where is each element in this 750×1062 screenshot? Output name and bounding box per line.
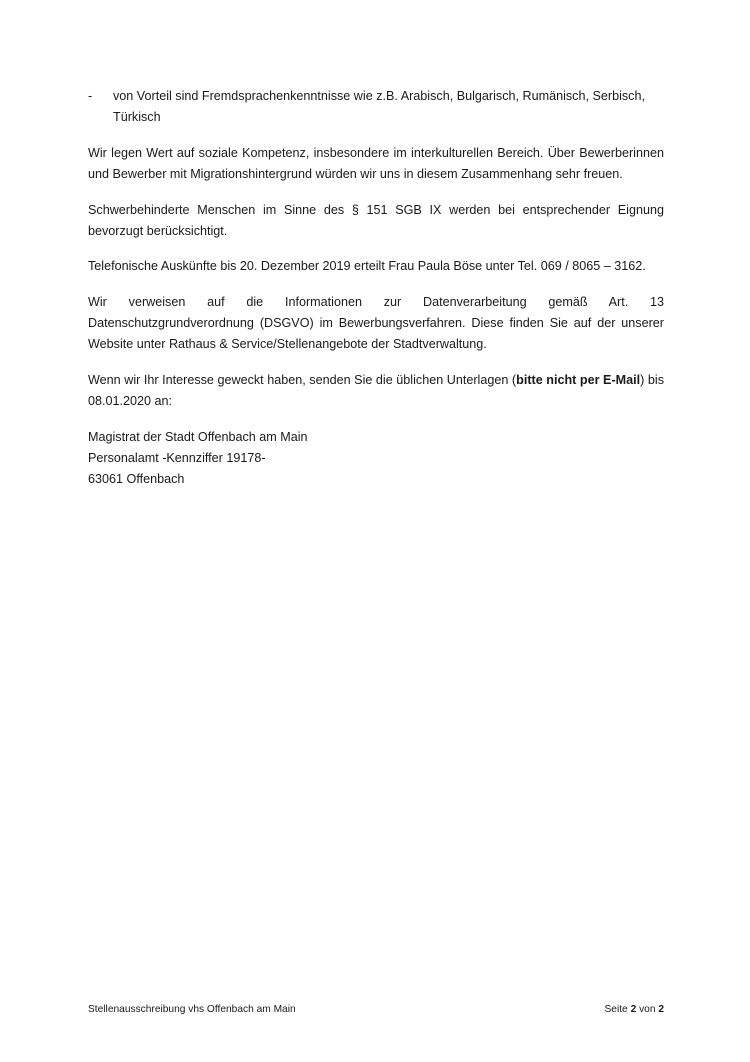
footer-document-title: Stellenausschreibung vhs Offenbach am Main [88,1004,296,1015]
spacer [88,412,664,427]
spacer [88,241,664,256]
spacer [88,185,664,200]
footer-label-von: von [636,1004,659,1015]
spacer [88,355,664,370]
paragraph-text-part1: Wenn wir Ihr Interesse geweckt haben, senden Sie die üblichen Unterlagen ( [88,373,517,388]
qualification-bullet-list [88,86,664,128]
paragraph-telefonische-auskuenfte: Telefonische Auskünfte bis 20. Dezember 2019 erteilt Frau Paula Böse unter Tel. 069 / 8065 – 3162. [88,259,646,274]
address-block [88,427,664,490]
list-item [88,86,664,128]
address-line-organisation: Magistrat der Stadt Offenbach am Main [88,429,308,444]
list-item-text: von Vorteil sind Fremdsprachenkenntnisse wie z.B. Arabisch, Bulgarisch, Rumänisch, Serbisch, Türkisch [113,89,645,124]
footer-current-page: 2 [630,1004,637,1015]
bullet-dash-icon: - [88,89,93,103]
spacer [88,277,664,292]
address-line-department: Personalamt -Kennziffer 19178- [88,450,266,465]
footer-page-number [605,1003,665,1016]
paragraph-datenschutz: Wir verweisen auf die Informationen zur Datenverarbeitung gemäß Art. 13 Datenschutzgrundverordnung (DSGVO) im Bewerbungsverfahren. Diese finden Sie auf der unserer Website unter Rathaus & Service/Stellenangebote der Stadtverwaltung. [88,295,664,352]
address-line-postal: 63061 Offenbach [88,471,185,486]
paragraph-bewerbung-einsenden [88,370,664,412]
paragraph-text-bold-emphasis: bitte nicht per E-Mail [516,373,641,388]
spacer [88,128,664,143]
footer-total-pages: 2 [658,1004,664,1015]
paragraph-schwerbehinderte: Schwerbehinderte Menschen im Sinne des § 151 SGB IX werden bei entsprechender Eignung bevorzugt berücksichtigt. [88,202,664,238]
footer-label-seite: Seite [604,1004,631,1015]
paragraph-text-part2: ) bis 08.01.2020 an: [88,373,664,408]
page-footer [88,1003,664,1016]
paragraph-soziale-kompetenz: Wir legen Wert auf soziale Kompetenz, insbesondere im interkulturellen Bereich. Über Bewerberinnen und Bewerber mit Migrationshintergrund würden wir uns in diesem Zusammenhang sehr freuen. [88,145,664,181]
document-body [88,86,664,490]
